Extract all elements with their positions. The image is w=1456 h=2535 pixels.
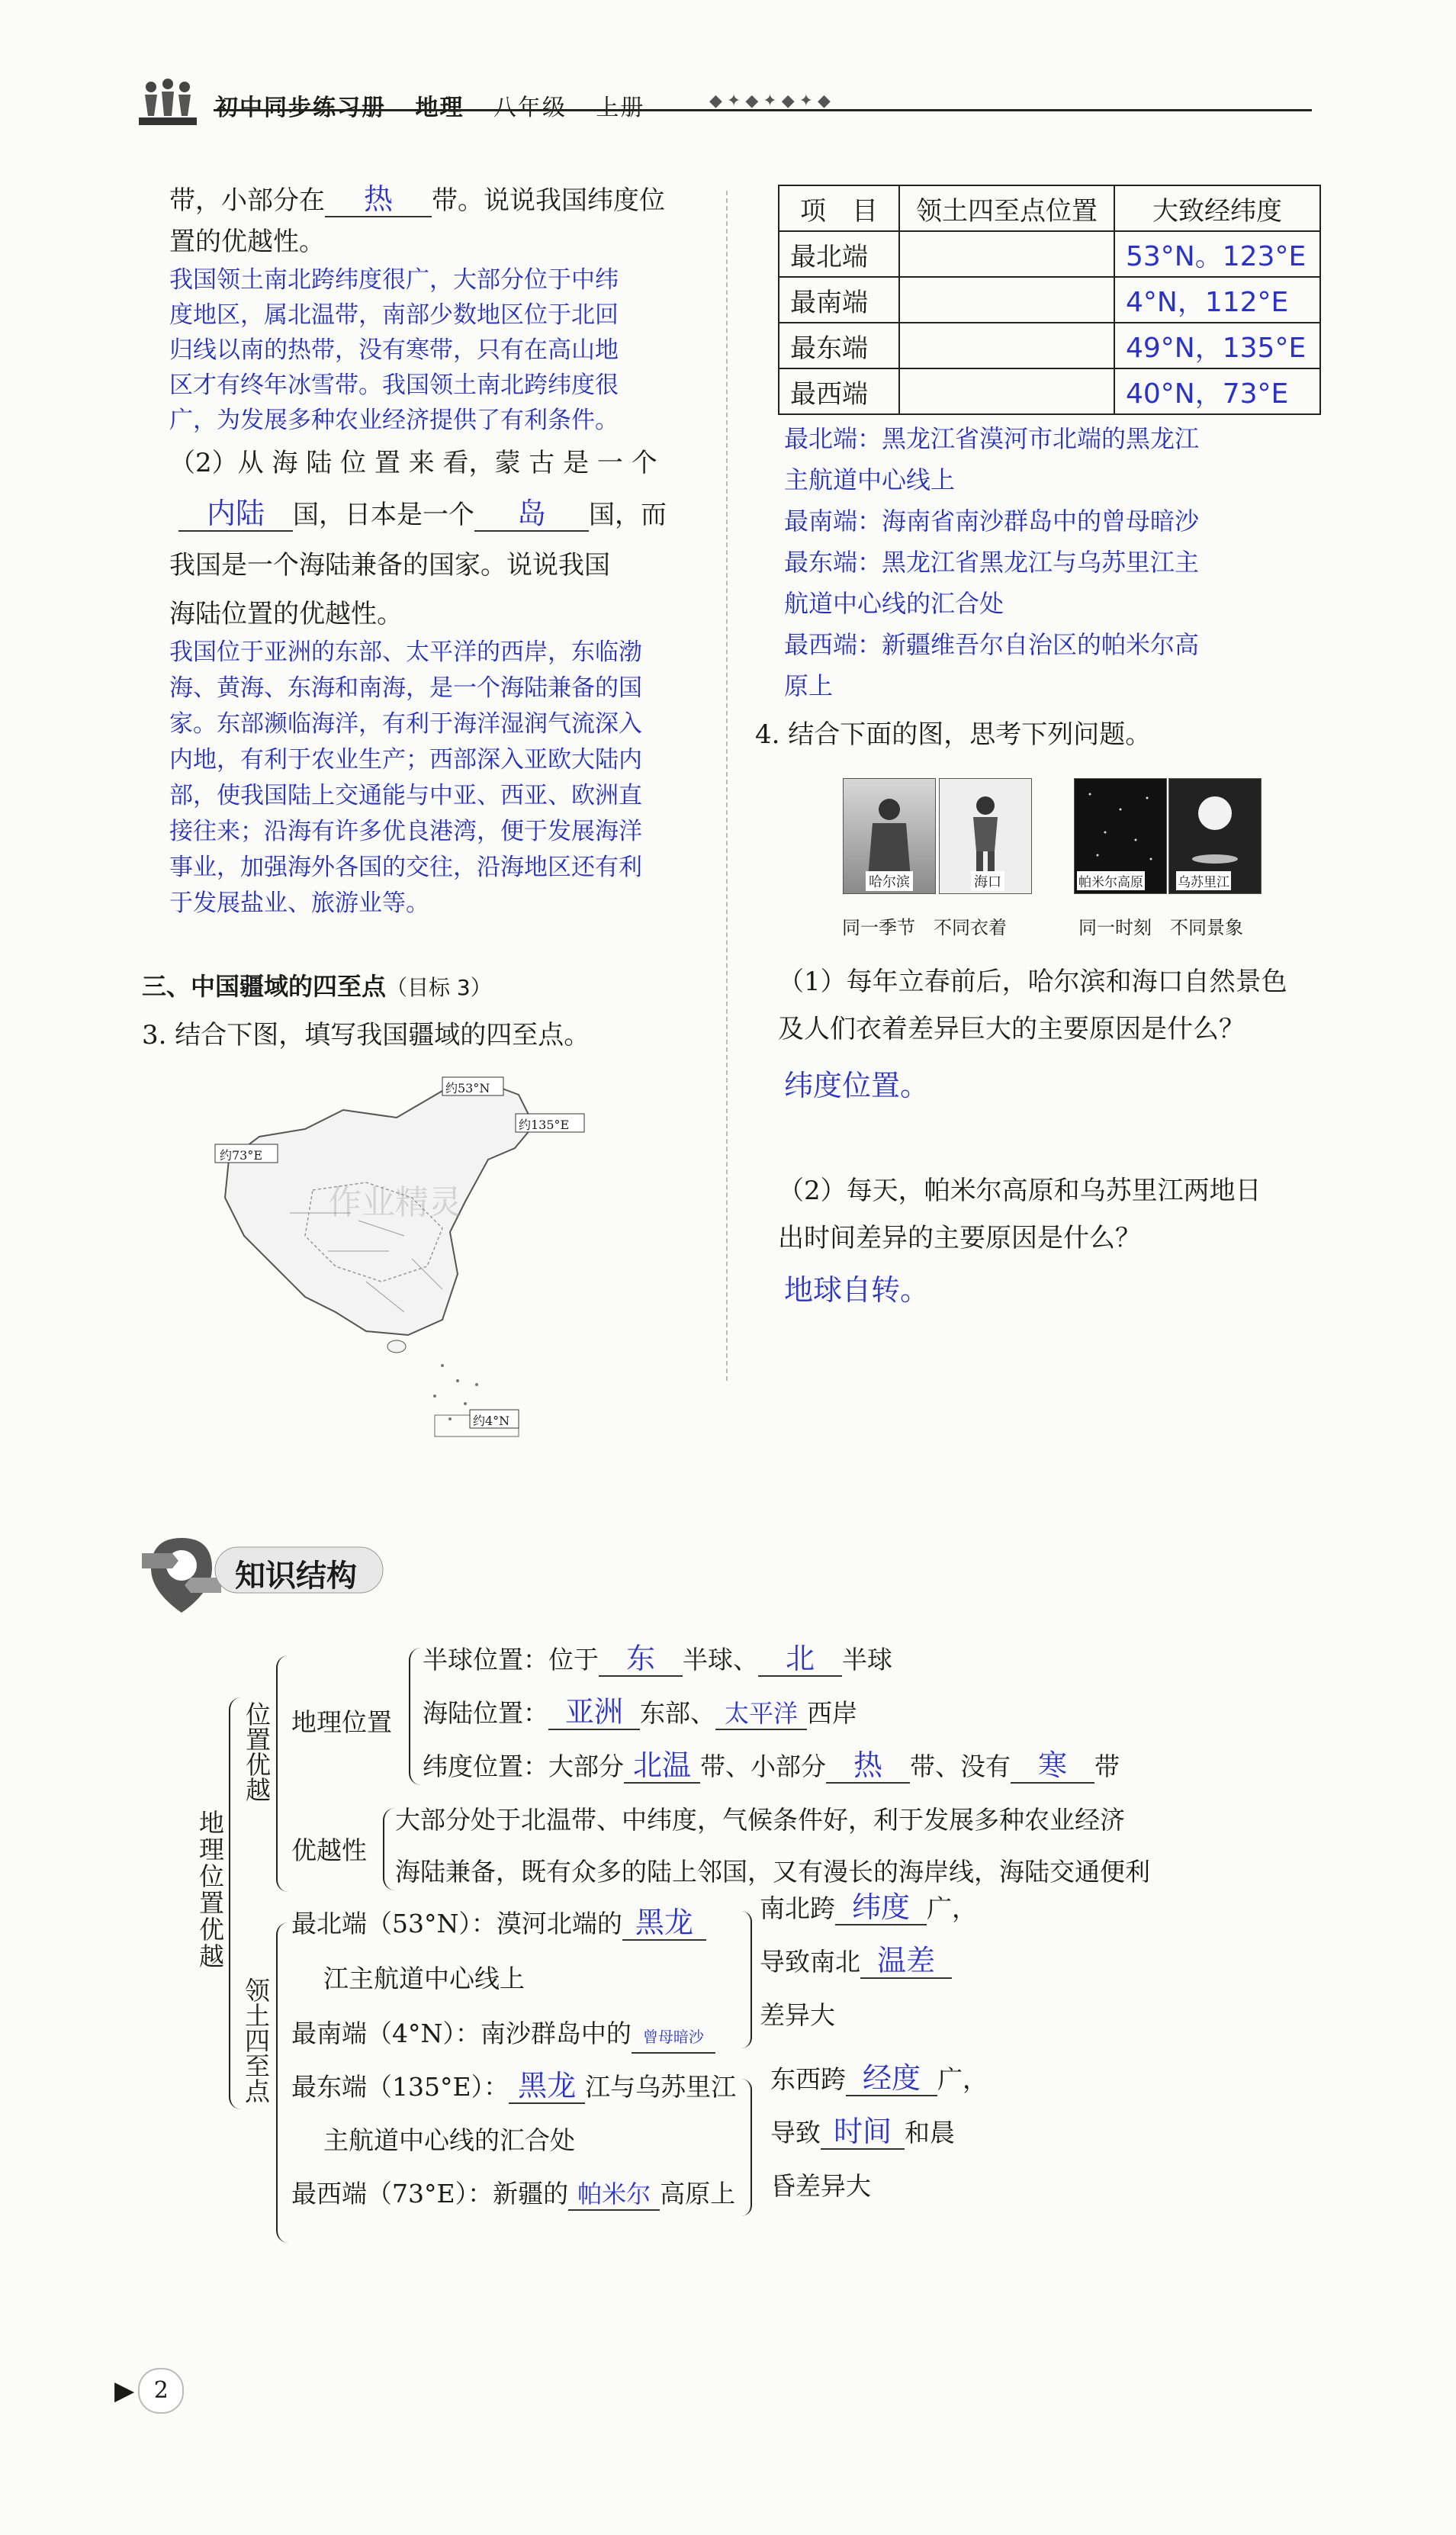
knowledge-title: 知识结构: [235, 1559, 357, 1594]
four-points-brace: [276, 1922, 290, 2243]
ns-brace: [740, 1911, 752, 2048]
subject: 地理: [415, 95, 464, 121]
map-label-south: 约4°N: [473, 1414, 510, 1428]
four-points-label: 领土四至点: [241, 1977, 271, 2103]
table-header: 项 目 领土四至点位置 大致经纬度: [779, 185, 1320, 231]
table-row: 最东端 49°N，135°E: [779, 323, 1320, 368]
latitude-line: 纬度位置：大部分 北温 带、小部分 热 带、没有 寒 带: [423, 1748, 1120, 1782]
answer-q4-1: 纬度位置。: [784, 1069, 930, 1102]
book-title: 初中同步练习册: [215, 95, 386, 121]
label-pamir: 帕米尔高原: [1077, 871, 1145, 890]
position-label: 位置优越: [242, 1701, 272, 1802]
ew-line2: 导致 时间 和晨: [770, 2115, 955, 2148]
header-decor: ◆✦◆✦◆✦◆: [709, 92, 835, 111]
map-label-west: 约73°E: [220, 1148, 263, 1163]
page-number: 2: [138, 2368, 184, 2414]
coord-west: 40°N，73°E: [1114, 368, 1320, 414]
table-row: 最西端 40°N，73°E: [779, 368, 1320, 414]
advantage-brace: [383, 1808, 395, 1890]
q2-line2: 内陆 国，日本是一个 岛 国，而: [169, 494, 707, 536]
ns-line2: 导致南北 温差: [760, 1942, 952, 1979]
answer-q4-2: 地球自转。: [784, 1273, 930, 1307]
page-number-badge: [114, 2368, 184, 2414]
sea-land-line: 海陆位置： 亚洲 东部、 太平洋 西岸: [423, 1695, 857, 1729]
map-label-east: 约135°E: [519, 1118, 570, 1132]
advantage-2: 海陆兼备，既有众多的陆上邻国，又有漫长的海岸线，海陆交通便利: [395, 1857, 1150, 1887]
answer-island: 岛: [516, 497, 546, 530]
grade: 八年级: [493, 95, 567, 121]
ns-line1: 南北跨 纬度 广，: [760, 1890, 977, 1924]
east-point-line2: 主航道中心线的汇合处: [323, 2125, 575, 2155]
volume: 上册: [596, 95, 645, 121]
north-point-line2: 江主航道中心线上: [323, 1964, 525, 1993]
label-haikou: 海口: [971, 871, 1004, 891]
table-row: 最北端 53°N。123°E: [779, 231, 1320, 277]
coord-north: 53°N。123°E: [1114, 231, 1320, 277]
caption-clothing: 同一季节 不同衣着: [842, 917, 1007, 938]
answer-tropical: 热: [363, 182, 393, 216]
coord-east: 49°N，135°E: [1114, 323, 1320, 368]
ew-line1: 东西跨 经度 广，: [770, 2061, 988, 2095]
play-icon: ▶: [114, 2376, 135, 2406]
q1-line2: 置的优越性。: [169, 227, 325, 257]
answer-inland: 内陆: [206, 497, 265, 530]
table-row: 最南端 4°N，112°E: [779, 277, 1320, 323]
advantage-label: 优越性: [291, 1835, 367, 1865]
map-label-north: 约53°N: [445, 1081, 490, 1095]
label-harbin: 哈尔滨: [866, 871, 913, 891]
caption-scenes: 同一时刻 不同景象: [1078, 917, 1243, 938]
root-label: 地理位置优越: [195, 1810, 225, 1970]
q2-line1: （2）从 海 陆 位 置 来 看，蒙 古 是 一 个: [169, 448, 657, 478]
north-point: 最北端（53°N）：漠河北端的 黑龙: [291, 1904, 706, 1941]
ew-brace: [740, 2079, 752, 2216]
answer-sea-land-advantage: 我国位于亚洲的东部、太平洋的西岸，东临渤 海、黄海、东海和南海，是一个海陆兼备的国 家。东部濒临海洋，有利于海洋湿润气流深入 内地，有利于农业生产；西部深入亚欧大陆内 部，使我国陆上交通能与中亚、西亚、欧洲直 接往来；沿海有许多优良港湾，便于发展海洋 事业，加强海外各国的交往，沿海地区还有利 于发展盐业、旅游业等。: [169, 639, 642, 917]
west-point: 最西端（73°E）：新疆的 帕米尔 高原上: [291, 2174, 735, 2211]
q4-2: （2）每天，帕米尔高原和乌苏里江两地日 出时间差异的主要原因是什么？: [778, 1176, 1262, 1253]
q1-line1: 带，小部分在 热 带。说说我国纬度位: [169, 182, 665, 216]
label-wusuli: 乌苏里江: [1176, 871, 1231, 890]
geo-brace: [409, 1648, 423, 1785]
answer-latitude-advantage: 我国领土南北跨纬度很广，大部分位于中纬 度地区，属北温带，南部少数地区位于北回 归线以南的热带，没有寒带，只有在高山地 区才有终年冰雪带。我国领土南北跨纬度很 广，为发展多种农业经济提供了有利条件。: [169, 266, 619, 434]
q4-1: （1）每年立春前后，哈尔滨和海口自然景色 及人们衣着差异巨大的主要原因是什么？: [778, 967, 1287, 1044]
geo-position-label: 地理位置: [291, 1707, 392, 1737]
ns-line3: 差异大: [760, 2000, 835, 2030]
q4-prompt: 4. 结合下面的图，思考下列问题。: [755, 719, 1152, 750]
q2-line4: 海陆位置的优越性。: [169, 599, 403, 629]
east-point: 最东端（135°E）： 黑龙 江与乌苏里江: [291, 2069, 737, 2102]
q2-line3: 我国是一个海陆兼备的国家。说说我国: [169, 550, 610, 581]
south-point: 最南端（4°N）：南沙群岛中的 曾母暗沙: [291, 2014, 715, 2054]
ew-line3: 昏差异大: [770, 2171, 871, 2201]
position-brace: [276, 1655, 290, 1892]
watermark: 作业精灵: [328, 1183, 462, 1222]
answer-four-points: 最北端：黑龙江省漠河市北端的黑龙江 主航道中心线上 最南端：海南省南沙群岛中的曾母暗沙 最东端：黑龙江省黑龙江与乌苏里江主 航道中心线的汇合处 最西端：新疆维吾尔自治区的帕米尔高 原上: [784, 424, 1200, 700]
coord-south: 4°N，112°E: [1114, 277, 1320, 323]
advantage-1: 大部分处于北温带、中纬度，气候条件好，利于发展多种农业经济: [395, 1805, 1125, 1835]
q3-prompt: 3. 结合下图，填写我国疆域的四至点。: [142, 1020, 590, 1050]
hemisphere-line: 半球位置：位于 东 半球、 北 半球: [423, 1642, 892, 1675]
section3-heading: 三、中国疆域的四至点（目标 3）: [142, 972, 492, 1001]
